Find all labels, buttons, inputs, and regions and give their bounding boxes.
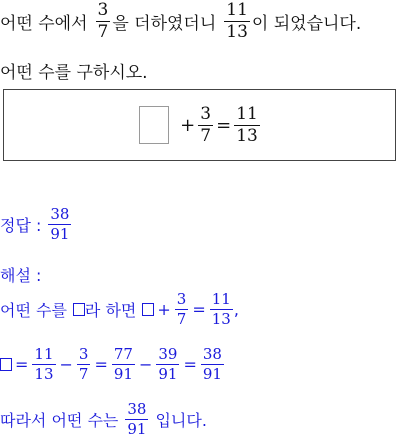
equals-sign: = bbox=[216, 114, 232, 136]
problem-statement-line-1 bbox=[0, 2, 361, 41]
fraction-eleven-thirteenths: $\frac{11}{13}$ bbox=[226, 0, 248, 42]
explanation-line-2: = $\frac{11}{13}$ − $\frac{3}{7}$ = $\frac{77}{91}$ − $\frac{39}{91}$ = $\frac{38}{91}$ bbox=[0, 347, 225, 382]
plus-sign: + bbox=[180, 114, 196, 136]
problem-text-mid: 을 더하였더니 bbox=[112, 14, 217, 34]
answer-line bbox=[0, 207, 72, 242]
blank-square-icon bbox=[73, 303, 85, 316]
fraction-3-7: $\frac{3}{7}$ bbox=[78, 345, 89, 383]
problem-text-before: 어떤 수에서 bbox=[0, 14, 88, 34]
fraction-38-91: $\frac{38}{91}$ bbox=[202, 345, 222, 383]
explanation-line-1: 어떤 수를 라 하면 + $\frac{3}{7}$ = $\frac{11}{13}$ , bbox=[0, 290, 239, 328]
equation-fraction-left: $\frac{3}{7}$ bbox=[200, 103, 212, 146]
conclusion-text-after: 입니다. bbox=[155, 411, 207, 430]
equation-box bbox=[3, 89, 396, 161]
blank-square-icon bbox=[0, 358, 12, 371]
fraction-77-91: $\frac{77}{91}$ bbox=[113, 345, 133, 383]
explanation-label: 해설 : bbox=[0, 266, 42, 285]
fraction-11-13: $\frac{11}{13}$ bbox=[34, 345, 54, 383]
answer-label: 정답 : bbox=[0, 216, 42, 235]
equation-fraction-right: $\frac{11}{13}$ bbox=[236, 103, 258, 146]
problem-statement-line-2: 어떤 수를 구하시오. bbox=[0, 63, 148, 83]
fraction-three-sevenths: $\frac{3}{7}$ bbox=[176, 290, 187, 328]
explanation-text-mid: 라 하면 bbox=[84, 301, 137, 320]
fraction-eleven-thirteenths: $\frac{11}{13}$ bbox=[211, 290, 231, 328]
explanation-line-3 bbox=[0, 402, 207, 437]
fraction-three-sevenths: $\frac{3}{7}$ bbox=[97, 0, 109, 42]
conclusion-text-before: 따라서 어떤 수는 bbox=[0, 411, 119, 430]
answer-fraction: $\frac{38}{91}$ bbox=[50, 205, 70, 243]
explanation-text-before: 어떤 수를 bbox=[0, 301, 67, 320]
fraction-39-91: $\frac{39}{91}$ bbox=[158, 345, 178, 383]
blank-square-icon bbox=[139, 106, 169, 144]
blank-square-icon bbox=[142, 303, 154, 316]
problem-text-after: 이 되었습니다. bbox=[251, 14, 362, 34]
conclusion-fraction: $\frac{38}{91}$ bbox=[127, 400, 147, 438]
